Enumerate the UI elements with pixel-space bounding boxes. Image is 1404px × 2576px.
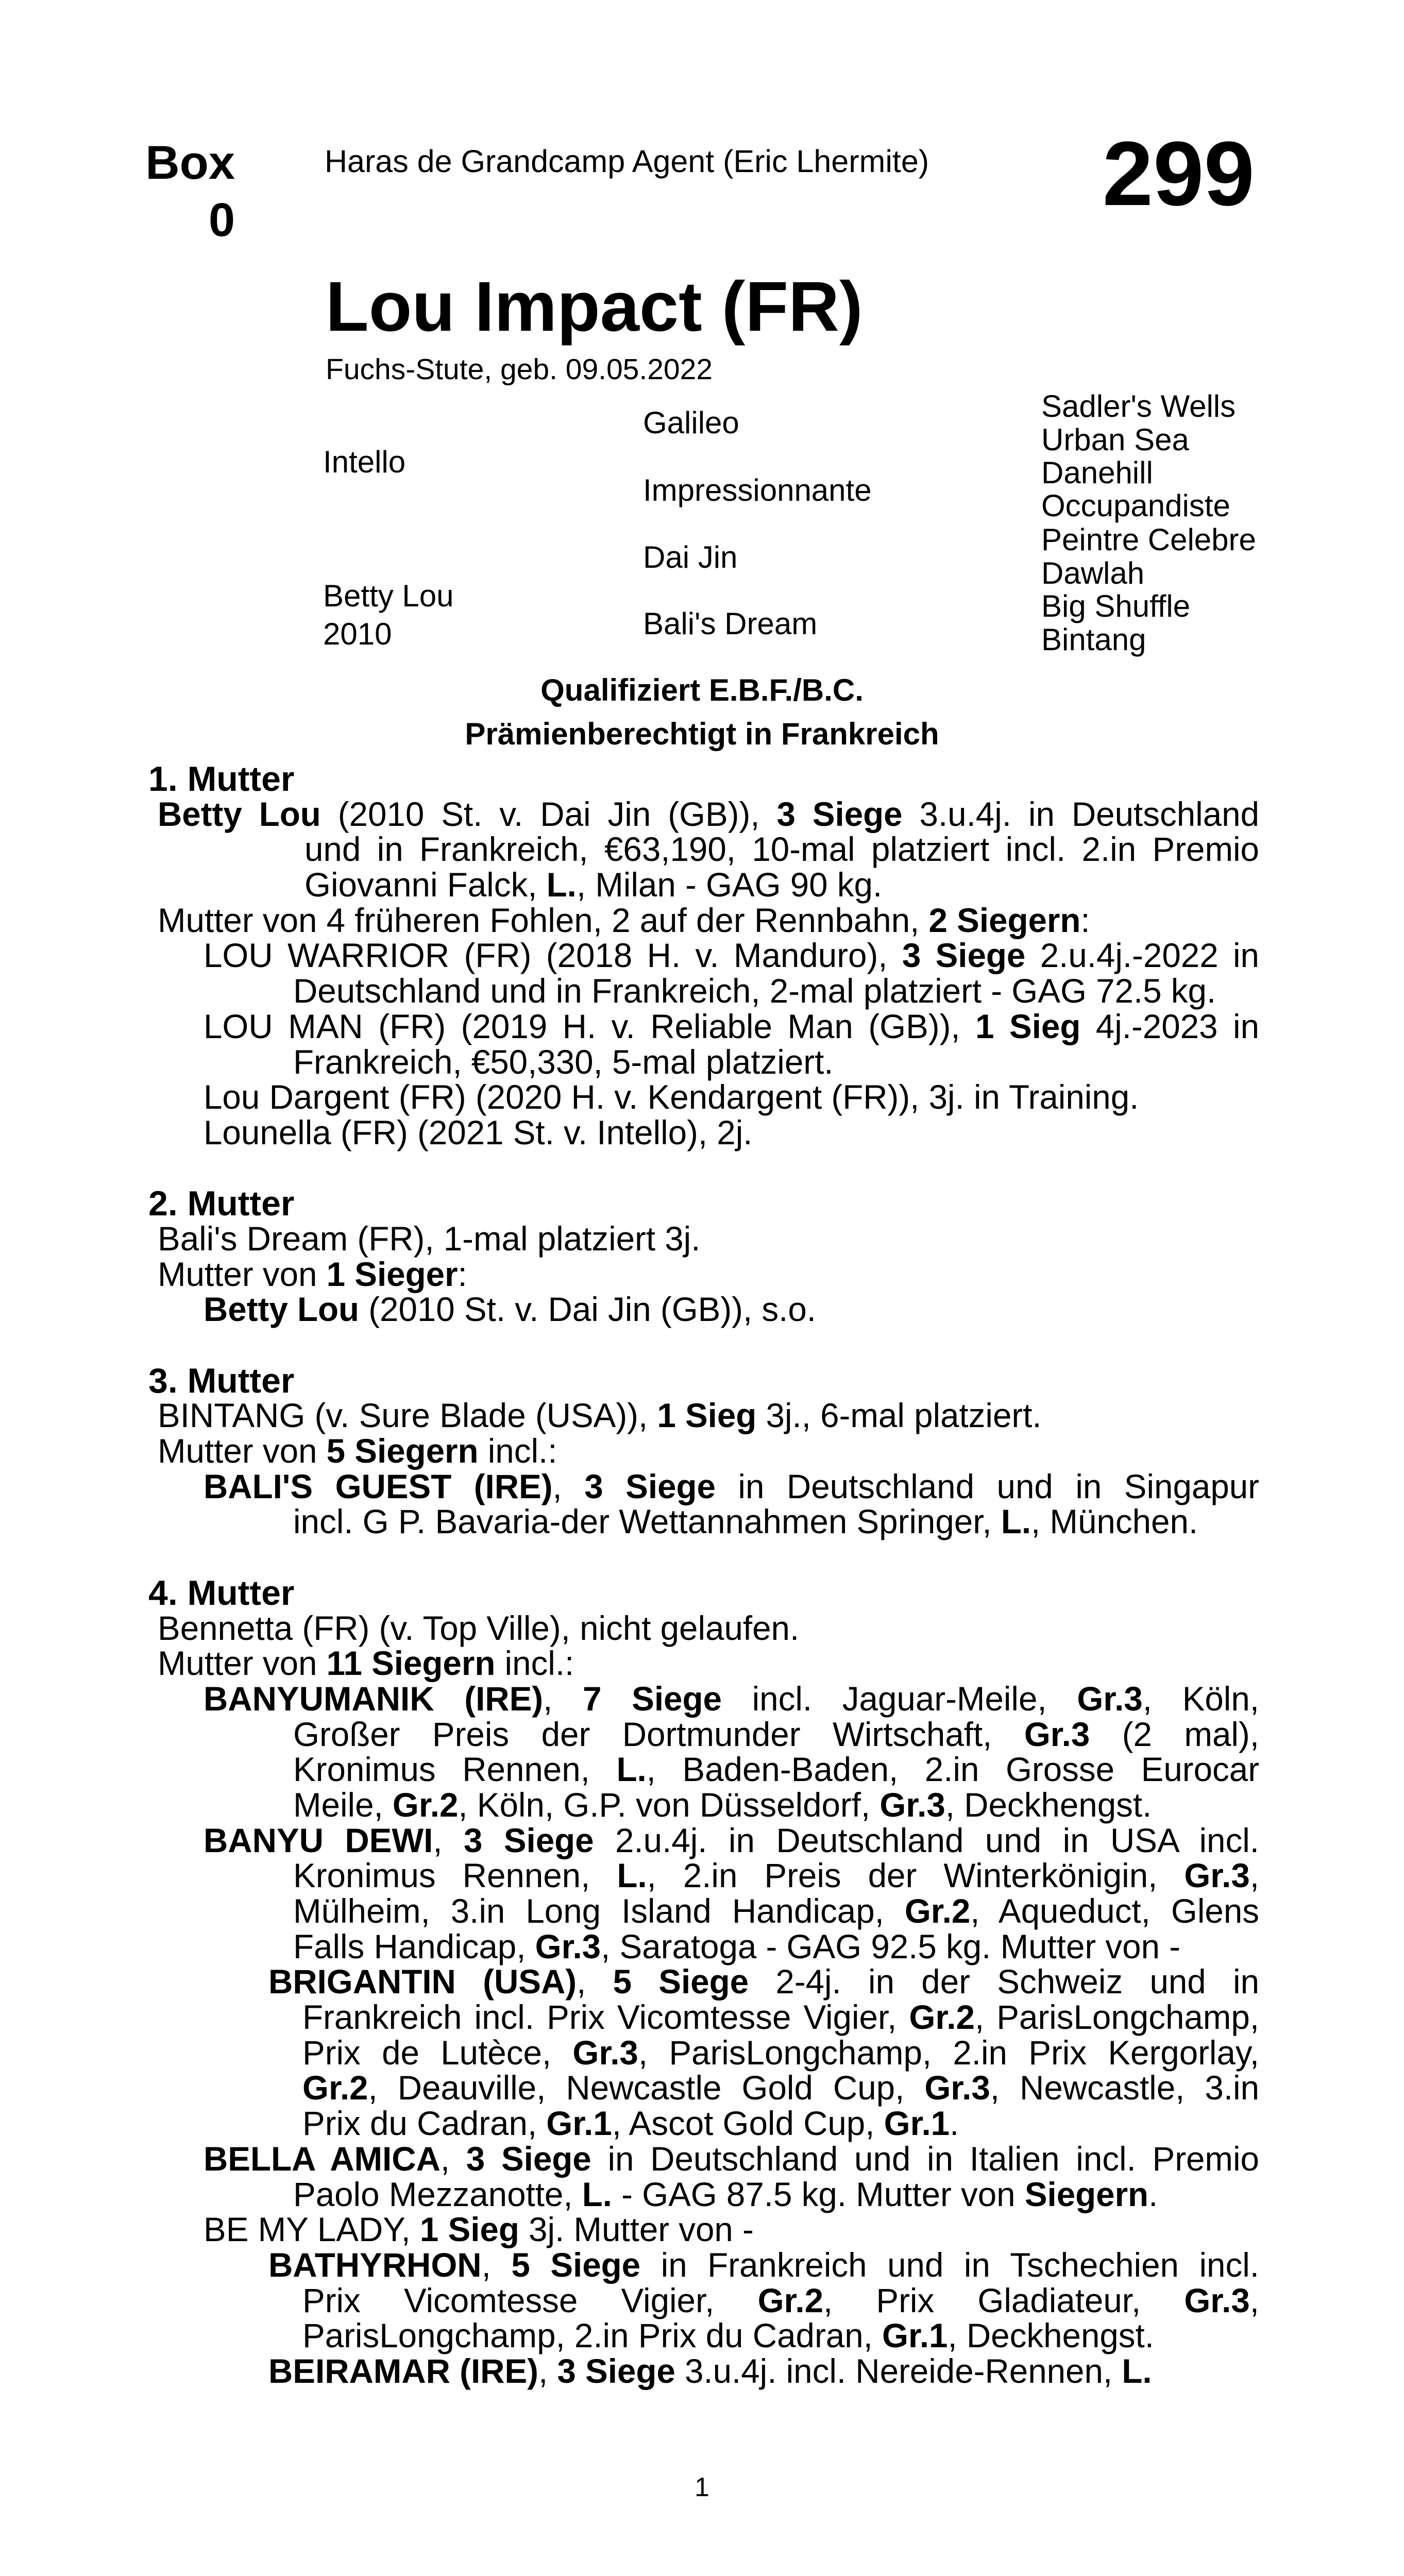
box-number: 0 bbox=[208, 194, 235, 246]
text-run: , Ascot Gold Cup, bbox=[612, 2105, 884, 2143]
pedigree-gen3-8: Bintang bbox=[1041, 622, 1146, 657]
bold-text-run: 1 Sieg bbox=[975, 1007, 1081, 1045]
bold-text-run: 3 Siege bbox=[902, 937, 1026, 975]
text-run: LOU MAN (FR) (2019 H. v. Reliable Man (GB)), bbox=[204, 1007, 976, 1045]
text-run: 3j., 6-mal platziert. bbox=[756, 1397, 1042, 1435]
pedigree-entry bbox=[0, 2212, 1259, 2248]
section-heading: 4. Mutter bbox=[148, 1573, 295, 1613]
text-run: Giovanni Falck, bbox=[305, 866, 547, 904]
pedigree-entry bbox=[0, 1398, 1259, 1434]
text-run: , Aqueduct, Glens bbox=[970, 1892, 1259, 1930]
bold-text-run: 5 Siegern bbox=[326, 1432, 479, 1470]
pedigree-sire-sire: Galileo bbox=[643, 405, 739, 440]
text-run: , 2.in Preis der Winterkönigin, bbox=[647, 1857, 1185, 1895]
pedigree-gen3-4: Occupandiste bbox=[1041, 488, 1230, 523]
pedigree-entry bbox=[0, 1257, 1259, 1293]
pedigree-dam-dam: Bali's Dream bbox=[643, 606, 818, 641]
box-indicator bbox=[142, 134, 235, 249]
pedigree-gen3-2: Urban Sea bbox=[1041, 422, 1189, 457]
bold-text-run: 1 Sieg bbox=[419, 2211, 519, 2249]
text-run: , ParisLongchamp, bbox=[974, 1998, 1259, 2037]
pedigree-sire-dam: Impressionnante bbox=[643, 473, 872, 507]
bold-text-run: L. bbox=[546, 866, 577, 904]
text-run: : bbox=[458, 1255, 467, 1293]
text-run: Frankreich incl. Prix Vicomtesse Vigier, bbox=[302, 1998, 909, 2037]
bold-text-run: Gr.2 bbox=[302, 2069, 368, 2107]
text-line bbox=[0, 2212, 1259, 2248]
pedigree-entry bbox=[0, 1219, 1259, 1258]
text-run: , bbox=[433, 1821, 464, 1859]
bold-text-run: 3 Siege bbox=[463, 1821, 594, 1859]
text-line bbox=[0, 1219, 1259, 1258]
bold-text-run: Gr.2 bbox=[392, 1786, 459, 1824]
pedigree-gen3-7: Big Shuffle bbox=[1041, 589, 1191, 623]
text-run: incl.: bbox=[478, 1432, 557, 1470]
text-line bbox=[0, 1398, 1259, 1434]
text-run: 2.u.4j.-2022 in bbox=[1025, 937, 1259, 975]
pedigree-entry bbox=[0, 1434, 1259, 1469]
note-premium-eligible: Prämienberechtigt in Frankreich bbox=[465, 717, 939, 751]
pedigree-gen3-3: Danehill bbox=[1041, 455, 1153, 490]
bold-text-run: BATHYRHON bbox=[268, 2246, 482, 2284]
page-number: 1 bbox=[695, 2472, 709, 2502]
bold-text-run: 3 Siege bbox=[557, 2352, 675, 2390]
pedigree-entry bbox=[0, 1823, 1259, 1965]
text-run: ParisLongchamp, 2.in Prix du Cadran, bbox=[302, 2317, 883, 2355]
text-line bbox=[0, 1964, 1259, 2000]
text-line bbox=[0, 1469, 1259, 1505]
text-run: , Köln, G.P. von Düsseldorf, bbox=[458, 1786, 880, 1824]
text-run: und in Frankreich, €63,190, 10-mal platziert incl. 2.in Premio bbox=[305, 831, 1259, 869]
bold-text-run: L. bbox=[582, 2175, 612, 2213]
pedigree-entry bbox=[0, 797, 1259, 903]
female-line bbox=[0, 761, 1259, 2389]
bold-text-run: Gr.3 bbox=[572, 2033, 638, 2072]
text-line bbox=[0, 1929, 1259, 1965]
pedigree-entry bbox=[0, 2354, 1259, 2389]
bold-text-run: Gr.3 bbox=[1077, 1680, 1143, 1718]
text-run: Paolo Mezzanotte, bbox=[293, 2175, 582, 2213]
text-line bbox=[0, 2283, 1259, 2319]
text-run: , Saratoga - GAG 92.5 kg. Mutter von - bbox=[601, 1927, 1181, 1965]
text-run: LOU WARRIOR (FR) (2018 H. v. Manduro), bbox=[204, 937, 902, 975]
text-run: Mutter von bbox=[158, 1432, 327, 1470]
dam-section bbox=[0, 1575, 1259, 2389]
text-run: , bbox=[481, 2246, 512, 2284]
text-run: , Prix Gladiateur, bbox=[823, 2281, 1185, 2319]
bold-text-run: BELLA AMICA bbox=[204, 2140, 441, 2178]
pedigree-entry bbox=[0, 1611, 1259, 1647]
text-run: Bali's Dream (FR), 1-mal platziert 3j. bbox=[158, 1219, 701, 1258]
text-run: incl. G P. Bavaria-der Wettannahmen Springer, bbox=[293, 1503, 1001, 1541]
text-line bbox=[0, 1823, 1259, 1859]
section-heading: 1. Mutter bbox=[148, 759, 295, 799]
text-run: . bbox=[1148, 2175, 1158, 2213]
dam-section bbox=[0, 761, 1259, 1151]
dam-section bbox=[0, 1186, 1259, 1328]
text-run: 3.u.4j. incl. Nereide-Rennen, bbox=[675, 2352, 1122, 2390]
pedigree-dam: Betty Lou bbox=[323, 579, 454, 613]
text-line bbox=[0, 2000, 1259, 2036]
text-line bbox=[0, 1292, 1259, 1328]
text-run: , bbox=[1249, 1857, 1259, 1895]
bold-text-run: Gr.1 bbox=[882, 2317, 948, 2355]
text-line bbox=[0, 868, 1259, 903]
text-line bbox=[0, 974, 1259, 1009]
pedigree-entry bbox=[0, 1292, 1259, 1328]
pedigree-sire: Intello bbox=[323, 445, 406, 479]
bold-text-run: L. bbox=[1122, 2352, 1152, 2390]
horse-description: Fuchs-Stute, geb. 09.05.2022 bbox=[326, 353, 713, 386]
bold-text-run: L. bbox=[616, 1751, 647, 1789]
text-run: , bbox=[440, 2140, 466, 2178]
text-run: Frankreich, €50,330, 5-mal platziert. bbox=[293, 1043, 834, 1081]
bold-text-run: Gr.3 bbox=[924, 2069, 990, 2107]
text-line bbox=[0, 2318, 1259, 2354]
text-run: 4j.-2023 in bbox=[1080, 1007, 1259, 1045]
pedigree-gen3-1: Sadler's Wells bbox=[1041, 389, 1236, 423]
text-run: incl. Jaguar-Meile, bbox=[721, 1680, 1077, 1718]
pedigree-entry bbox=[0, 2142, 1259, 2212]
bold-text-run: BRIGANTIN (USA) bbox=[268, 1963, 577, 2001]
bold-text-run: Gr.3 bbox=[535, 1927, 601, 1965]
bold-text-run: 3 Siege bbox=[584, 1467, 716, 1505]
pedigree-entry bbox=[0, 938, 1259, 1009]
text-run: , Newcastle, 3.in bbox=[990, 2069, 1260, 2107]
section-heading: 2. Mutter bbox=[148, 1184, 295, 1224]
pedigree-dam-year: 2010 bbox=[323, 617, 392, 651]
box-label: Box bbox=[145, 137, 235, 189]
text-run: Lounella (FR) (2021 St. v. Intello), 2j. bbox=[204, 1113, 753, 1151]
text-run: Kronimus Rennen, bbox=[293, 1857, 617, 1895]
text-run: , Milan - GAG 90 kg. bbox=[576, 866, 883, 904]
bold-text-run: Gr.2 bbox=[909, 1998, 975, 2037]
bold-text-run: Siegern bbox=[1024, 2175, 1149, 2213]
text-run: Lou Dargent (FR) (2020 H. v. Kendargent (FR)), 3j. in Training. bbox=[204, 1078, 1139, 1116]
bold-text-run: Gr.1 bbox=[546, 2105, 612, 2143]
text-line bbox=[0, 1788, 1259, 1823]
bold-text-run: Gr.2 bbox=[757, 2281, 824, 2319]
text-run: . bbox=[950, 2105, 959, 2143]
text-run: (2010 St. v. Dai Jin (GB)), s.o. bbox=[359, 1291, 816, 1329]
bold-text-run: Gr.1 bbox=[884, 2105, 950, 2143]
bold-text-run: 3 Siege bbox=[776, 795, 903, 833]
bold-text-run: Gr.3 bbox=[1184, 1857, 1250, 1895]
text-run: Mutter von bbox=[158, 1255, 327, 1293]
text-line bbox=[0, 1752, 1259, 1788]
text-run: in Frankreich und in Tschechien incl. bbox=[640, 2246, 1259, 2284]
bold-text-run: BEIRAMAR (IRE) bbox=[268, 2352, 538, 2390]
section-heading: 3. Mutter bbox=[148, 1361, 295, 1400]
bold-text-run: 11 Siegern bbox=[326, 1645, 496, 1683]
bold-text-run: Gr.2 bbox=[904, 1892, 971, 1930]
pedigree-entry bbox=[0, 1964, 1259, 2141]
text-run: Falls Handicap, bbox=[293, 1927, 535, 1965]
pedigree-entry bbox=[0, 1115, 1259, 1151]
pedigree-entry bbox=[0, 1469, 1259, 1540]
text-run: Kronimus Rennen, bbox=[293, 1751, 617, 1789]
lot-number: 299 bbox=[1102, 123, 1255, 225]
pedigree-entry bbox=[0, 903, 1259, 939]
text-run: , Deckhengst. bbox=[948, 2317, 1154, 2355]
text-run: (2010 St. v. Dai Jin (GB)), bbox=[320, 795, 777, 833]
text-line bbox=[0, 1858, 1259, 1894]
text-line bbox=[0, 2248, 1259, 2283]
text-run: 3.u.4j. in Deutschland bbox=[902, 795, 1259, 833]
bold-text-run: Betty Lou bbox=[158, 795, 321, 833]
pedigree-gen3-6: Dawlah bbox=[1041, 556, 1145, 590]
text-run: BE MY LADY, bbox=[204, 2211, 420, 2249]
text-run: , ParisLongchamp, 2.in Prix Kergorlay, bbox=[638, 2033, 1259, 2072]
pedigree-entry bbox=[0, 2248, 1259, 2354]
text-run: , Deckhengst. bbox=[945, 1786, 1152, 1824]
bold-text-run: 2 Siegern bbox=[928, 901, 1081, 939]
bold-text-run: L. bbox=[617, 1857, 647, 1895]
text-line bbox=[0, 1611, 1259, 1647]
text-run: Deutschland und in Frankreich, 2-mal platziert - GAG 72.5 kg. bbox=[293, 972, 1216, 1010]
bold-text-run: 3 Siege bbox=[466, 2140, 591, 2178]
text-run: , bbox=[543, 1680, 583, 1718]
bold-text-run: BALI'S GUEST (IRE) bbox=[204, 1467, 553, 1505]
horse-name: Lou Impact (FR) bbox=[326, 267, 863, 346]
text-line bbox=[0, 903, 1259, 939]
text-run: (2 mal), bbox=[1090, 1715, 1259, 1753]
text-line bbox=[0, 1434, 1259, 1469]
bold-text-run: BANYUMANIK (IRE) bbox=[204, 1680, 544, 1718]
text-line bbox=[0, 1009, 1259, 1045]
text-line bbox=[0, 1045, 1259, 1080]
bold-text-run: BANYU DEWI bbox=[204, 1821, 433, 1859]
text-run: , bbox=[552, 1467, 585, 1505]
text-run: Mutter von 4 früheren Fohlen, 2 auf der Rennbahn, bbox=[158, 901, 929, 939]
bold-text-run: Gr.3 bbox=[1024, 1715, 1090, 1753]
text-run: Meile, bbox=[293, 1786, 393, 1824]
text-run: , bbox=[538, 2352, 557, 2390]
bold-text-run: 5 Siege bbox=[511, 2246, 641, 2284]
text-line bbox=[0, 1682, 1259, 1717]
text-line bbox=[0, 1080, 1259, 1115]
text-line bbox=[0, 2142, 1259, 2177]
text-run: : bbox=[1080, 901, 1090, 939]
text-run: , Köln, bbox=[1142, 1680, 1259, 1718]
consignor: Haras de Grandcamp Agent (Eric Lhermite) bbox=[325, 144, 929, 179]
bold-text-run: 5 Siege bbox=[613, 1963, 749, 2001]
text-run: in Deutschland und in Italien incl. Premio bbox=[591, 2140, 1259, 2178]
pedigree-dam-sire: Dai Jin bbox=[643, 540, 738, 574]
text-run: Mülheim, 3.in Long Island Handicap, bbox=[293, 1892, 905, 1930]
bold-text-run: 1 Sieger bbox=[326, 1255, 458, 1293]
text-run: , bbox=[1249, 2281, 1259, 2319]
bold-text-run: Gr.3 bbox=[879, 1786, 945, 1824]
text-run: , München. bbox=[1031, 1503, 1198, 1541]
text-line bbox=[0, 832, 1259, 868]
text-run: Prix Vicomtesse Vigier, bbox=[302, 2281, 758, 2319]
dam-section bbox=[0, 1363, 1259, 1540]
pedigree-entry bbox=[0, 1682, 1259, 1823]
text-run: Großer Preis der Dortmunder Wirtschaft, bbox=[293, 1715, 1024, 1753]
text-line bbox=[0, 1717, 1259, 1753]
text-run: , Deauville, Newcastle Gold Cup, bbox=[368, 2069, 925, 2107]
pedigree-entry bbox=[0, 1646, 1259, 1682]
text-line bbox=[0, 797, 1259, 833]
text-line bbox=[0, 2177, 1259, 2213]
pedigree-gen3-5: Peintre Celebre bbox=[1041, 522, 1256, 557]
text-run: Prix de Lutèce, bbox=[302, 2033, 573, 2072]
text-line bbox=[0, 1504, 1259, 1540]
text-line bbox=[0, 1115, 1259, 1151]
note-qualified: Qualifiziert E.B.F./B.C. bbox=[540, 673, 864, 707]
text-line bbox=[0, 2033, 1259, 2072]
pedigree-entry bbox=[0, 1080, 1259, 1115]
text-run: Prix du Cadran, bbox=[302, 2105, 547, 2143]
text-run: - GAG 87.5 kg. Mutter von bbox=[612, 2175, 1025, 2213]
text-run: 2-4j. in der Schweiz und in bbox=[749, 1963, 1259, 2001]
text-run: BINTANG (v. Sure Blade (USA)), bbox=[158, 1397, 657, 1435]
text-line bbox=[0, 1646, 1259, 1682]
text-run: 2.u.4j. in Deutschland und in USA incl. bbox=[594, 1821, 1259, 1859]
text-run: in Deutschland und in Singapur bbox=[715, 1467, 1259, 1505]
bold-text-run: 1 Sieg bbox=[657, 1397, 757, 1435]
text-run: , bbox=[577, 1963, 613, 2001]
text-run: , Baden-Baden, 2.in Grosse Eurocar bbox=[646, 1751, 1260, 1789]
bold-text-run: Betty Lou bbox=[204, 1291, 360, 1329]
text-run: incl.: bbox=[495, 1645, 574, 1683]
text-run: Mutter von bbox=[158, 1645, 327, 1683]
text-line bbox=[0, 2106, 1259, 2142]
bold-text-run: L. bbox=[1001, 1503, 1031, 1541]
text-line bbox=[0, 2071, 1259, 2106]
text-line bbox=[0, 1894, 1259, 1929]
text-line bbox=[0, 1257, 1259, 1293]
text-run: 3j. Mutter von - bbox=[519, 2211, 754, 2249]
text-run: Bennetta (FR) (v. Top Ville), nicht gelaufen. bbox=[158, 1609, 800, 1647]
pedigree-entry bbox=[0, 1009, 1259, 1080]
qualification-notes bbox=[0, 668, 1404, 756]
text-line bbox=[0, 938, 1259, 974]
bold-text-run: Gr.3 bbox=[1184, 2281, 1250, 2319]
text-line bbox=[0, 2354, 1259, 2389]
bold-text-run: 7 Siege bbox=[583, 1680, 722, 1718]
